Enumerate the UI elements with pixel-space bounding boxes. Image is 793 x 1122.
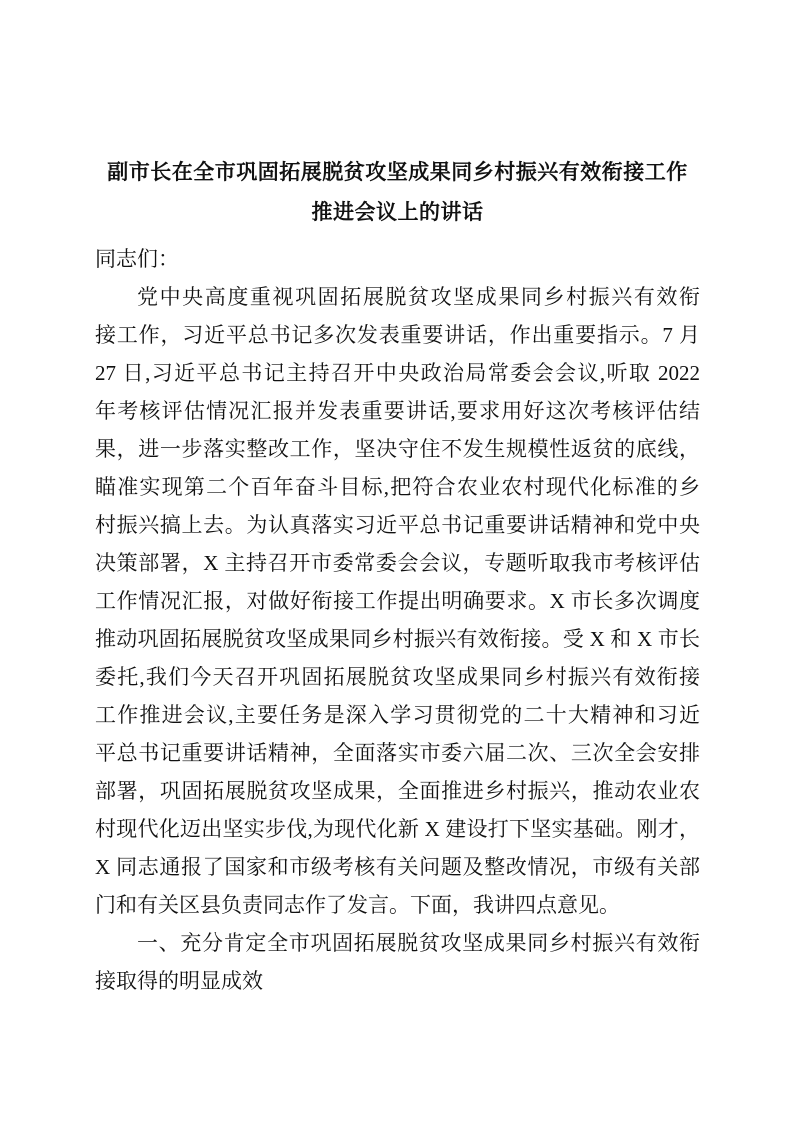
body-line: 委托,我们今天召开巩固拓展脱贫攻坚成果同乡村振兴有效衔接 [95,665,700,689]
body-line: 27 日,习近平总书记主持召开中央政治局常委会会议,听取 2022 [95,361,700,385]
body-line: 村振兴搞上去。为认真落实习近平总书记重要讲话精神和党中央 [95,513,700,537]
body-line: 工作推进会议,主要任务是深入学习贯彻党的二十大精神和习近 [95,703,700,727]
body-line: 门和有关区县负责同志作了发言。下面，我讲四点意见。 [95,893,620,917]
body-line: 部署，巩固拓展脱贫攻坚成果，全面推进乡村振兴，推动农业农 [95,779,700,803]
body-line: X 同志通报了国家和市级考核有关问题及整改情况，市级有关部 [95,855,700,879]
body-line: 一、充分肯定全市巩固拓展脱贫攻坚成果同乡村振兴有效衔 [137,931,700,955]
body-line: 推动巩固拓展脱贫攻坚成果同乡村振兴有效衔接。受 X 和 X 市长 [95,627,700,651]
body-line: 年考核评估情况汇报并发表重要讲话,要求用好这次考核评估结 [95,399,700,423]
body-line: 工作情况汇报，对做好衔接工作提出明确要求。X 市长多次调度 [95,589,700,613]
body-line: 瞄准实现第二个百年奋斗目标,把符合农业农村现代化标准的乡 [95,475,700,499]
document-title-line-2: 推进会议上的讲话 [311,200,484,224]
body-line: 接取得的明显成效 [95,969,263,993]
document-body [95,278,700,1000]
document-title-line-1: 副市长在全市巩固拓展脱贫攻坚成果同乡村振兴有效衔接工作 [107,160,688,184]
body-line: 村现代化迈出坚实步伐,为现代化新 X 建设打下坚实基础。刚才， [95,817,700,841]
body-line: 平总书记重要讲话精神，全面落实市委六届二次、三次全会安排 [95,741,700,765]
body-line: 决策部署，X 主持召开市委常委会会议，专题听取我市考核评估 [95,551,700,575]
body-line: 果，进一步落实整改工作，坚决守住不发生规模性返贫的底线， [95,437,700,461]
body-line: 党中央高度重视巩固拓展脱贫攻坚成果同乡村振兴有效衔 [137,285,700,309]
body-line: 接工作，习近平总书记多次发表重要讲话，作出重要指示。7 月 [95,323,700,347]
salutation: 同志们： [95,247,179,271]
document-title [95,152,700,232]
